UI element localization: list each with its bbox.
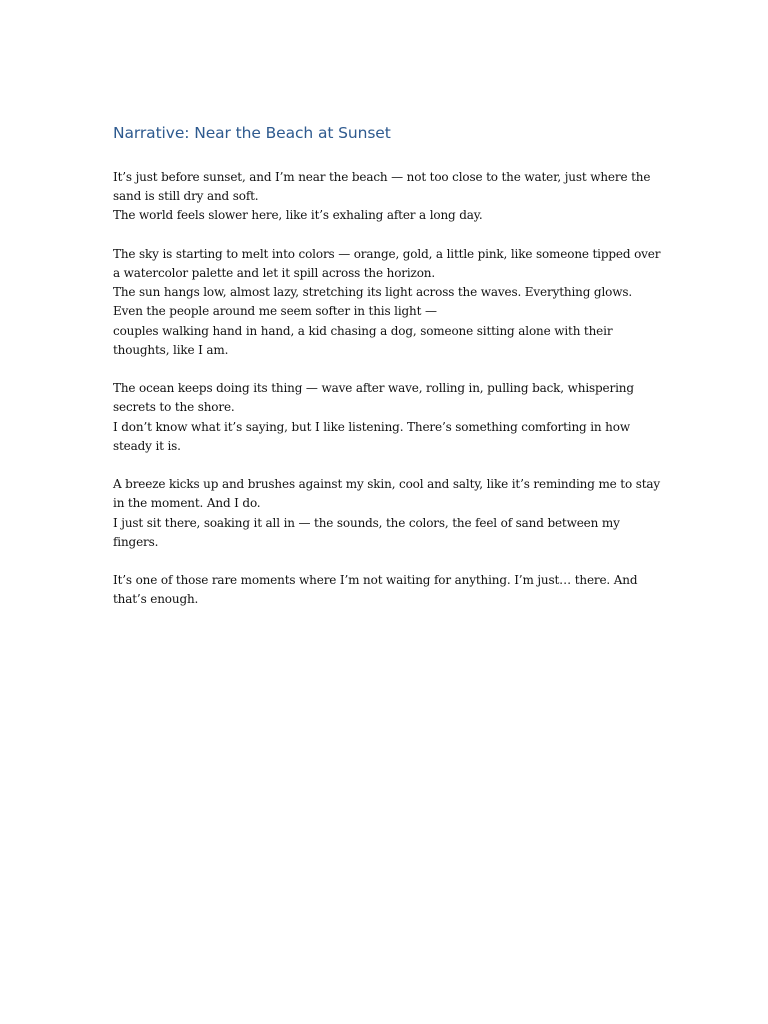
paragraph-line: The sky is starting to melt into colors — orange, gold, a little pink, like someone tipped over a watercolor palette and let it spill across the horizon. (113, 246, 661, 280)
paragraph (113, 475, 661, 552)
paragraph (113, 379, 661, 456)
paragraph (113, 168, 661, 226)
paragraph-line: I just sit there, soaking it all in — the sounds, the colors, the feel of sand between my fingers. (113, 515, 620, 549)
paragraph-line: It’s just before sunset, and I’m near the beach — not too close to the water, just where the sand is still dry and soft. (113, 170, 651, 204)
paragraph (113, 245, 661, 360)
document-title: Narrative: Near the Beach at Sunset (113, 124, 391, 142)
paragraph (113, 571, 661, 609)
paragraph-line: The ocean keeps doing its thing — wave after wave, rolling in, pulling back, whispering secrets to the shore. (113, 381, 634, 415)
paragraph-line: A breeze kicks up and brushes against my skin, cool and salty, like it’s reminding me to stay in the moment. And I do. (113, 477, 661, 511)
paragraph-line: The sun hangs low, almost lazy, stretching its light across the waves. Everything glows. Even the people around me seem softer in this light — (113, 285, 632, 319)
paragraph-line: couples walking hand in hand, a kid chasing a dog, someone sitting alone with their thoughts, like I am. (113, 323, 613, 357)
paragraph-line: I don’t know what it’s saying, but I like listening. There’s something comforting in how steady it is. (113, 419, 630, 453)
paragraph-line: The world feels slower here, like it’s exhaling after a long day. (113, 208, 483, 223)
paragraph-line: It’s one of those rare moments where I’m not waiting for anything. I’m just… there. And that’s enough. (113, 573, 638, 607)
document-body (113, 168, 661, 629)
